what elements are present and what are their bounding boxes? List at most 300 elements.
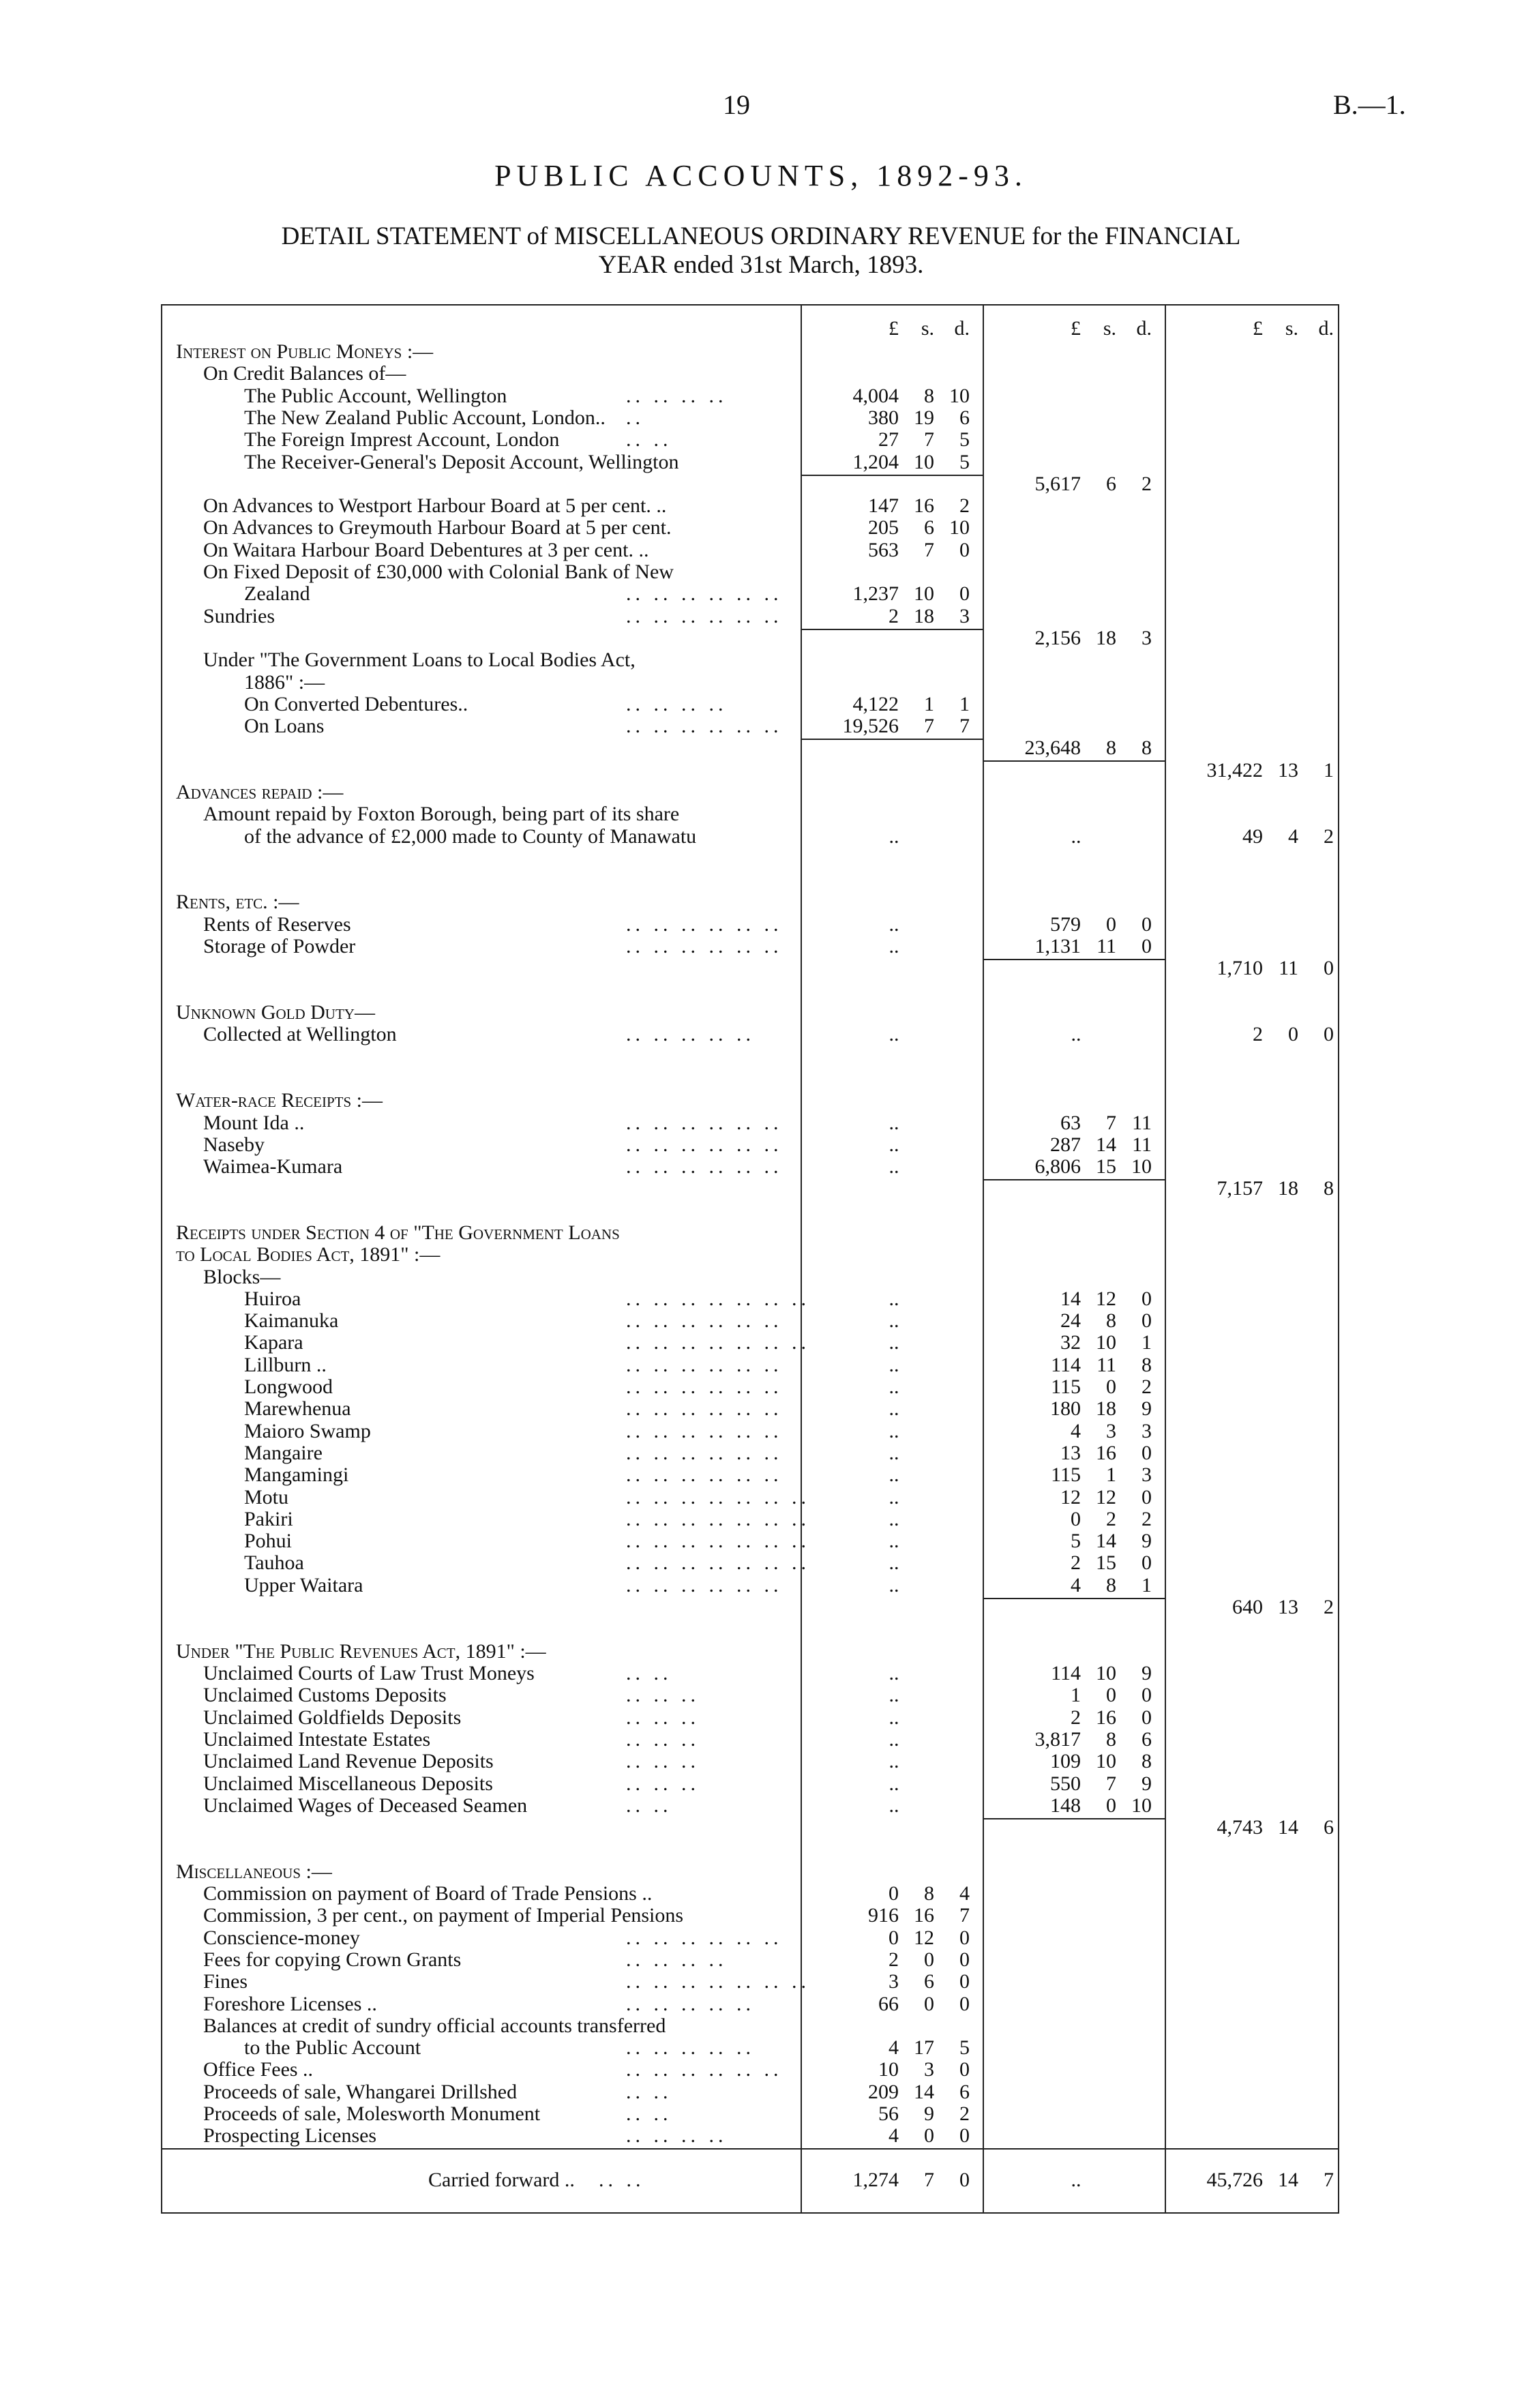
table-row bbox=[162, 715, 1338, 737]
empty-amount-dots: .. bbox=[889, 1331, 899, 1354]
empty-amount-dots: .. bbox=[1071, 2169, 1081, 2191]
table-row bbox=[162, 2169, 1338, 2191]
pence-value: 2 bbox=[1142, 1376, 1152, 1398]
shillings-header: s. bbox=[1103, 317, 1116, 340]
shillings-value: 0 bbox=[924, 1993, 934, 2015]
table-row bbox=[162, 1288, 1338, 1310]
section-heading: Water-race Receipts :— bbox=[176, 1089, 383, 1112]
row-label: Naseby bbox=[203, 1133, 265, 1156]
pounds-value: 4 bbox=[889, 2124, 899, 2147]
amount-c2 bbox=[984, 1156, 1168, 1178]
leader-dots: .. .. .. bbox=[626, 1728, 700, 1751]
amount-c1 bbox=[802, 1905, 986, 1927]
pounds-value: 56 bbox=[878, 2102, 899, 2125]
pounds-value: 114 bbox=[1051, 1662, 1081, 1684]
amount-c1 bbox=[802, 407, 986, 429]
amount-c2 bbox=[984, 1773, 1168, 1795]
amount-c2 bbox=[984, 1707, 1168, 1729]
amount-c1 bbox=[802, 2169, 986, 2191]
amount-c1 bbox=[802, 495, 986, 517]
row-label: Pakiri bbox=[244, 1508, 293, 1530]
empty-amount-dots: .. bbox=[889, 1574, 899, 1596]
shillings-value: 15 bbox=[1096, 1551, 1116, 1574]
shillings-value: 0 bbox=[924, 1948, 934, 1971]
empty-amount-dots: .. bbox=[889, 825, 899, 848]
pence-value: 2 bbox=[1324, 825, 1334, 848]
table-row bbox=[162, 407, 1338, 429]
leader-dots: .. .. .. .. .. .. bbox=[626, 935, 783, 957]
table-row bbox=[162, 1773, 1338, 1795]
shillings-value: 18 bbox=[1278, 1177, 1298, 1200]
amount-c2 bbox=[984, 1795, 1168, 1817]
amount-c1 bbox=[802, 715, 986, 737]
row-label: On Loans bbox=[244, 715, 325, 737]
table-row bbox=[162, 1663, 1338, 1684]
pence-value: 5 bbox=[959, 451, 970, 473]
pounds-value: 2,156 bbox=[1034, 627, 1081, 649]
amount-c2 bbox=[984, 1530, 1168, 1552]
shillings-value: 8 bbox=[1106, 1309, 1116, 1332]
row-label: Proceeds of sale, Molesworth Monument bbox=[203, 2102, 541, 2125]
leader-dots: .. .. bbox=[626, 1662, 672, 1684]
empty-amount-dots: .. bbox=[889, 1420, 899, 1442]
pounds-value: 0 bbox=[889, 1927, 899, 1949]
pounds-value: 4 bbox=[1071, 1574, 1081, 1596]
section-heading: Advances repaid :— bbox=[176, 781, 344, 803]
pence-value: 9 bbox=[1142, 1772, 1152, 1795]
shillings-value: 8 bbox=[1106, 1728, 1116, 1751]
table-row bbox=[162, 1817, 1338, 1839]
pence-value: 0 bbox=[959, 1970, 970, 1993]
table-row bbox=[162, 936, 1338, 957]
empty-amount-dots: .. bbox=[889, 1508, 899, 1530]
pence-value: 3 bbox=[959, 605, 970, 627]
table-row bbox=[162, 2147, 1338, 2169]
amount-c2 bbox=[984, 627, 1168, 649]
empty-amount-dots: .. bbox=[889, 1309, 899, 1332]
section-heading: Interest on Public Moneys :— bbox=[176, 340, 434, 363]
amount-c1 bbox=[802, 429, 986, 451]
pence-value: 0 bbox=[959, 2169, 970, 2191]
table-row bbox=[162, 1729, 1338, 1751]
shillings-value: 16 bbox=[1096, 1706, 1116, 1729]
row-label: Huiroa bbox=[244, 1288, 301, 1310]
table-row bbox=[162, 1068, 1338, 1090]
leader-dots: .. .. .. .. .. bbox=[626, 2036, 755, 2059]
pounds-value: 23,648 bbox=[1024, 737, 1081, 759]
shillings-value: 3 bbox=[924, 2058, 934, 2081]
shillings-value: 0 bbox=[924, 2124, 934, 2147]
pence-value: 9 bbox=[1142, 1662, 1152, 1684]
shillings-value: 6 bbox=[924, 1970, 934, 1993]
row-label: Motu bbox=[244, 1486, 289, 1508]
table-row bbox=[162, 957, 1338, 979]
shillings-value: 7 bbox=[924, 539, 934, 561]
pence-value: 0 bbox=[959, 1927, 970, 1949]
shillings-value: 7 bbox=[924, 715, 934, 737]
table-row bbox=[162, 1487, 1338, 1508]
leader-dots: .. .. .. .. .. .. bbox=[626, 605, 783, 627]
pence-value: 10 bbox=[949, 385, 970, 407]
pounds-value: 1,131 bbox=[1034, 935, 1081, 957]
row-label: The Receiver-General's Deposit Account, Wellington bbox=[244, 451, 679, 473]
shillings-value: 14 bbox=[1096, 1133, 1116, 1156]
row-label: Prospecting Licenses bbox=[203, 2124, 377, 2147]
column-header-1 bbox=[802, 318, 986, 340]
pence-value: 0 bbox=[1142, 1706, 1152, 1729]
leader-dots: .. .. .. .. .. .. bbox=[626, 1574, 783, 1596]
pence-value: 3 bbox=[1142, 1420, 1152, 1442]
pence-value: 0 bbox=[1324, 1023, 1334, 1045]
shillings-value: 11 bbox=[1279, 957, 1298, 979]
pounds-value: 66 bbox=[878, 1993, 899, 2015]
table-row bbox=[162, 1993, 1338, 2015]
table-row bbox=[162, 2037, 1338, 2059]
leader-dots: .. .. .. .. .. .. bbox=[626, 1376, 783, 1398]
table-row bbox=[162, 694, 1338, 715]
table-row bbox=[162, 1707, 1338, 1729]
pounds-value: 205 bbox=[868, 516, 899, 539]
pounds-value: 3,817 bbox=[1034, 1728, 1081, 1751]
pence-value: 10 bbox=[949, 516, 970, 539]
pounds-value: 579 bbox=[1050, 913, 1081, 936]
row-label: Collected at Wellington bbox=[203, 1023, 397, 1045]
row-label: Blocks— bbox=[203, 1266, 281, 1288]
pounds-value: 114 bbox=[1051, 1354, 1081, 1376]
table-row bbox=[162, 1244, 1338, 1266]
pence-value: 6 bbox=[959, 2081, 970, 2103]
pounds-value: 63 bbox=[1060, 1112, 1081, 1134]
amount-c3 bbox=[1166, 2169, 1350, 2191]
row-label: Foreshore Licenses .. bbox=[203, 1993, 377, 2015]
leader-dots: .. .. bbox=[626, 2081, 672, 2103]
shillings-value: 16 bbox=[914, 494, 934, 517]
pounds-value: 12 bbox=[1060, 1486, 1081, 1508]
pence-value: 2 bbox=[1142, 1508, 1152, 1530]
pounds-value: 2 bbox=[1253, 1023, 1263, 1045]
table-row bbox=[162, 1641, 1338, 1663]
pounds-value: 148 bbox=[1050, 1794, 1081, 1817]
pence-value: 4 bbox=[959, 1882, 970, 1905]
table-row bbox=[162, 1684, 1338, 1706]
table-row bbox=[162, 737, 1338, 759]
pence-value: 5 bbox=[959, 428, 970, 451]
leader-dots: .. .. .. .. .. .. bbox=[626, 1442, 783, 1464]
row-label: On Converted Debentures.. bbox=[244, 693, 468, 715]
shillings-value: 2 bbox=[1106, 1508, 1116, 1530]
leader-dots: .. .. .. .. .. .. bbox=[626, 1927, 783, 1949]
leader-dots: .. .. .. .. .. bbox=[626, 1993, 755, 2015]
pence-value: 1 bbox=[1142, 1331, 1152, 1354]
pounds-value: 0 bbox=[889, 1882, 899, 1905]
shillings-value: 12 bbox=[1096, 1288, 1116, 1310]
shillings-value: 8 bbox=[1106, 1574, 1116, 1596]
shillings-value: 19 bbox=[914, 406, 934, 429]
pounds-value: 19,526 bbox=[842, 715, 899, 737]
leader-dots: .. .. .. .. .. .. .. bbox=[626, 1970, 810, 1993]
table-row bbox=[162, 1112, 1338, 1134]
pence-value: 0 bbox=[959, 1948, 970, 1971]
table-row bbox=[162, 1861, 1338, 1883]
pence-value: 0 bbox=[959, 539, 970, 561]
amount-c3 bbox=[1166, 826, 1350, 848]
table-row bbox=[162, 891, 1338, 913]
document-code: B.—1. bbox=[1333, 89, 1406, 120]
shillings-value: 12 bbox=[1096, 1486, 1116, 1508]
leader-dots: .. .. .. .. bbox=[626, 2124, 728, 2147]
pence-value: 2 bbox=[959, 494, 970, 517]
leader-dots: .. .. .. .. .. .. bbox=[626, 1463, 783, 1486]
shillings-value: 10 bbox=[1096, 1750, 1116, 1772]
pounds-value: 109 bbox=[1050, 1750, 1081, 1772]
amount-c1 bbox=[802, 583, 986, 605]
column-header-2 bbox=[984, 318, 1168, 340]
pence-value: 0 bbox=[1142, 935, 1152, 957]
empty-amount-dots: .. bbox=[889, 1463, 899, 1486]
empty-amount-dots: .. bbox=[889, 913, 899, 936]
amount-c1 bbox=[802, 1971, 986, 1993]
pounds-value: 550 bbox=[1050, 1772, 1081, 1795]
amount-c1 bbox=[802, 451, 986, 473]
row-label: Mangamingi bbox=[244, 1463, 349, 1486]
table-row bbox=[162, 1178, 1338, 1200]
pounds-value: 147 bbox=[868, 494, 899, 517]
pence-value: 1 bbox=[959, 693, 970, 715]
pence-value: 11 bbox=[1132, 1112, 1152, 1134]
row-label: The Foreign Imprest Account, London bbox=[244, 428, 560, 451]
shillings-value: 18 bbox=[914, 605, 934, 627]
pounds-value: 0 bbox=[1071, 1508, 1081, 1530]
empty-amount-dots: .. bbox=[1071, 1023, 1081, 1045]
leader-dots: .. .. bbox=[626, 428, 672, 451]
pence-value: 2 bbox=[1142, 473, 1152, 495]
pence-header: d. bbox=[1318, 317, 1334, 340]
table-row bbox=[162, 1156, 1338, 1178]
row-label: Storage of Powder bbox=[203, 935, 356, 957]
section-heading: Miscellaneous :— bbox=[176, 1860, 332, 1883]
table-row bbox=[162, 760, 1338, 782]
pence-value: 11 bbox=[1132, 1133, 1152, 1156]
table-row bbox=[162, 1795, 1338, 1817]
empty-amount-dots: .. bbox=[889, 1551, 899, 1574]
leader-dots: .. .. .. .. .. .. bbox=[626, 2058, 783, 2081]
table-row bbox=[162, 1024, 1338, 1045]
shillings-value: 13 bbox=[1278, 1596, 1298, 1618]
table-row bbox=[162, 429, 1338, 451]
shillings-value: 0 bbox=[1106, 1794, 1116, 1817]
shillings-value: 16 bbox=[914, 1904, 934, 1927]
subtitle-line-1: DETAIL STATEMENT of MISCELLANEOUS ORDINARY REVENUE for the FINANCIAL bbox=[281, 222, 1241, 250]
row-label: Unclaimed Intestate Estates bbox=[203, 1728, 431, 1751]
table-row bbox=[162, 1376, 1338, 1398]
leader-dots: .. .. .. .. bbox=[626, 1948, 728, 1971]
shillings-value: 10 bbox=[1096, 1662, 1116, 1684]
amount-c2 bbox=[984, 1398, 1168, 1420]
table-row bbox=[162, 2125, 1338, 2147]
section-heading: Under "The Public Revenues Act, 1891" :— bbox=[176, 1640, 546, 1663]
row-label: Waimea-Kumara bbox=[203, 1155, 343, 1178]
amount-c1 bbox=[802, 1949, 986, 1971]
amount-c2 bbox=[984, 1684, 1168, 1706]
amount-c3 bbox=[1166, 1024, 1350, 1045]
pounds-value: 2 bbox=[889, 1948, 899, 1971]
pence-value: 8 bbox=[1324, 1177, 1334, 1200]
leader-dots: .. .. .. .. bbox=[626, 385, 728, 407]
table-row bbox=[162, 2059, 1338, 2081]
leader-dots: .. .. bbox=[599, 2169, 645, 2191]
row-label: Unclaimed Goldfields Deposits bbox=[203, 1706, 462, 1729]
pence-value: 3 bbox=[1142, 1463, 1152, 1486]
leader-dots: .. .. .. bbox=[626, 1684, 700, 1706]
pounds-header: £ bbox=[889, 317, 899, 340]
pence-value: 0 bbox=[1142, 1551, 1152, 1574]
pence-value: 9 bbox=[1142, 1530, 1152, 1552]
row-label: Fees for copying Crown Grants bbox=[203, 1948, 462, 1971]
shillings-value: 14 bbox=[1278, 2169, 1298, 2191]
pence-value: 0 bbox=[959, 582, 970, 605]
row-label: Unclaimed Wages of Deceased Seamen bbox=[203, 1794, 528, 1817]
table-row bbox=[162, 473, 1338, 495]
table-row bbox=[162, 869, 1338, 891]
pence-value: 8 bbox=[1142, 737, 1152, 759]
amount-c2 bbox=[984, 1464, 1168, 1486]
table-row bbox=[162, 782, 1338, 803]
row-label: Mount Ida .. bbox=[203, 1112, 305, 1134]
table-row bbox=[162, 517, 1338, 539]
leader-dots: .. .. .. .. .. .. bbox=[626, 582, 783, 605]
empty-amount-dots: .. bbox=[889, 1442, 899, 1464]
table-row bbox=[162, 848, 1338, 869]
shillings-value: 13 bbox=[1278, 759, 1298, 782]
empty-amount-dots: .. bbox=[889, 1376, 899, 1398]
leader-dots: .. .. .. .. .. .. .. bbox=[626, 1508, 810, 1530]
amount-c1 bbox=[802, 1883, 986, 1905]
table-row bbox=[162, 1971, 1338, 1993]
table-row bbox=[162, 1222, 1338, 1244]
table-row bbox=[162, 826, 1338, 848]
pounds-value: 209 bbox=[868, 2081, 899, 2103]
pounds-value: 1,710 bbox=[1217, 957, 1263, 979]
pounds-value: 4,122 bbox=[852, 693, 899, 715]
shillings-value: 9 bbox=[924, 2102, 934, 2125]
amount-c2 bbox=[984, 1376, 1168, 1398]
row-label: On Fixed Deposit of £30,000 with Colonial Bank of New bbox=[203, 561, 674, 583]
table-row bbox=[162, 1596, 1338, 1618]
shillings-value: 14 bbox=[914, 2081, 934, 2103]
table-row bbox=[162, 1090, 1338, 1112]
pence-value: 7 bbox=[959, 1904, 970, 1927]
pence-value: 6 bbox=[1324, 1816, 1334, 1839]
row-label: On Advances to Greymouth Harbour Board at 5 per cent. bbox=[203, 516, 672, 539]
table-row bbox=[162, 980, 1338, 1002]
table-row bbox=[162, 1354, 1338, 1376]
leader-dots: .. .. .. .. .. bbox=[626, 1023, 755, 1045]
amount-c1 bbox=[802, 2081, 986, 2103]
amount-c2 bbox=[984, 1112, 1168, 1134]
leader-dots: .. .. bbox=[626, 2102, 672, 2125]
shillings-value: 0 bbox=[1106, 1684, 1116, 1706]
pounds-value: 1,274 bbox=[852, 2169, 899, 2191]
pounds-value: 1,237 bbox=[852, 582, 899, 605]
row-label: 1886" :— bbox=[244, 671, 325, 694]
table-row bbox=[162, 1464, 1338, 1486]
leader-dots: .. .. .. .. .. .. bbox=[626, 1133, 783, 1156]
table-row bbox=[162, 1200, 1338, 1222]
shillings-value: 11 bbox=[1096, 935, 1116, 957]
shillings-value: 1 bbox=[924, 693, 934, 715]
amount-c2 bbox=[984, 1288, 1168, 1310]
amount-c2 bbox=[984, 1729, 1168, 1751]
row-label: Unclaimed Customs Deposits bbox=[203, 1684, 447, 1706]
table-row bbox=[162, 914, 1338, 936]
table-row bbox=[162, 385, 1338, 407]
row-label: Office Fees .. bbox=[203, 2058, 314, 2081]
amount-c2 bbox=[984, 1310, 1168, 1332]
pounds-value: 2 bbox=[889, 605, 899, 627]
table-row bbox=[162, 341, 1338, 363]
pence-value: 0 bbox=[959, 1993, 970, 2015]
shillings-value: 1 bbox=[1106, 1463, 1116, 1486]
pounds-value: 45,726 bbox=[1206, 2169, 1263, 2191]
table-row bbox=[162, 1949, 1338, 1971]
pounds-value: 32 bbox=[1060, 1331, 1081, 1354]
pence-value: 5 bbox=[959, 2036, 970, 2059]
shillings-value: 0 bbox=[1106, 1376, 1116, 1398]
pounds-value: 563 bbox=[868, 539, 899, 561]
leader-dots: .. .. .. .. .. .. bbox=[626, 1354, 783, 1376]
pence-value: 10 bbox=[1131, 1155, 1152, 1178]
table-row bbox=[162, 2015, 1338, 2037]
table-row bbox=[162, 1310, 1338, 1332]
row-label: Unclaimed Miscellaneous Deposits bbox=[203, 1772, 493, 1795]
amount-c2 bbox=[984, 1421, 1168, 1442]
leader-dots: .. .. .. .. .. .. bbox=[626, 1309, 783, 1332]
table-row bbox=[162, 1905, 1338, 1927]
pence-value: 7 bbox=[1324, 2169, 1334, 2191]
pounds-value: 640 bbox=[1232, 1596, 1263, 1618]
shillings-value: 7 bbox=[924, 2169, 934, 2191]
row-label: Commission on payment of Board of Trade Pensions .. bbox=[203, 1882, 653, 1905]
empty-amount-dots: .. bbox=[889, 1023, 899, 1045]
empty-amount-dots: .. bbox=[889, 1133, 899, 1156]
pounds-value: 380 bbox=[868, 406, 899, 429]
pounds-value: 31,422 bbox=[1206, 759, 1263, 782]
table-row bbox=[162, 451, 1338, 473]
amount-c3 bbox=[1166, 957, 1350, 979]
amount-c2 bbox=[984, 1442, 1168, 1464]
row-label: Fines bbox=[203, 1970, 248, 1993]
table-row bbox=[162, 539, 1338, 561]
pence-value: 0 bbox=[1142, 1309, 1152, 1332]
pounds-value: 5 bbox=[1071, 1530, 1081, 1552]
pence-value: 9 bbox=[1142, 1397, 1152, 1420]
table-row bbox=[162, 803, 1338, 825]
table-row bbox=[162, 1134, 1338, 1156]
amount-c2 bbox=[984, 1134, 1168, 1156]
shillings-value: 0 bbox=[1288, 1023, 1298, 1045]
shillings-value: 12 bbox=[914, 1927, 934, 1949]
amount-c2 bbox=[984, 1487, 1168, 1508]
pence-value: 3 bbox=[1142, 627, 1152, 649]
empty-amount-dots: .. bbox=[889, 1684, 899, 1706]
table-row bbox=[162, 649, 1338, 671]
pounds-value: 4,004 bbox=[852, 385, 899, 407]
shillings-value: 7 bbox=[1106, 1772, 1116, 1795]
pence-value: 8 bbox=[1142, 1354, 1152, 1376]
amount-c3 bbox=[1166, 1178, 1350, 1200]
leader-dots: .. .. .. .. .. .. bbox=[626, 1112, 783, 1134]
empty-amount-dots: .. bbox=[889, 1772, 899, 1795]
